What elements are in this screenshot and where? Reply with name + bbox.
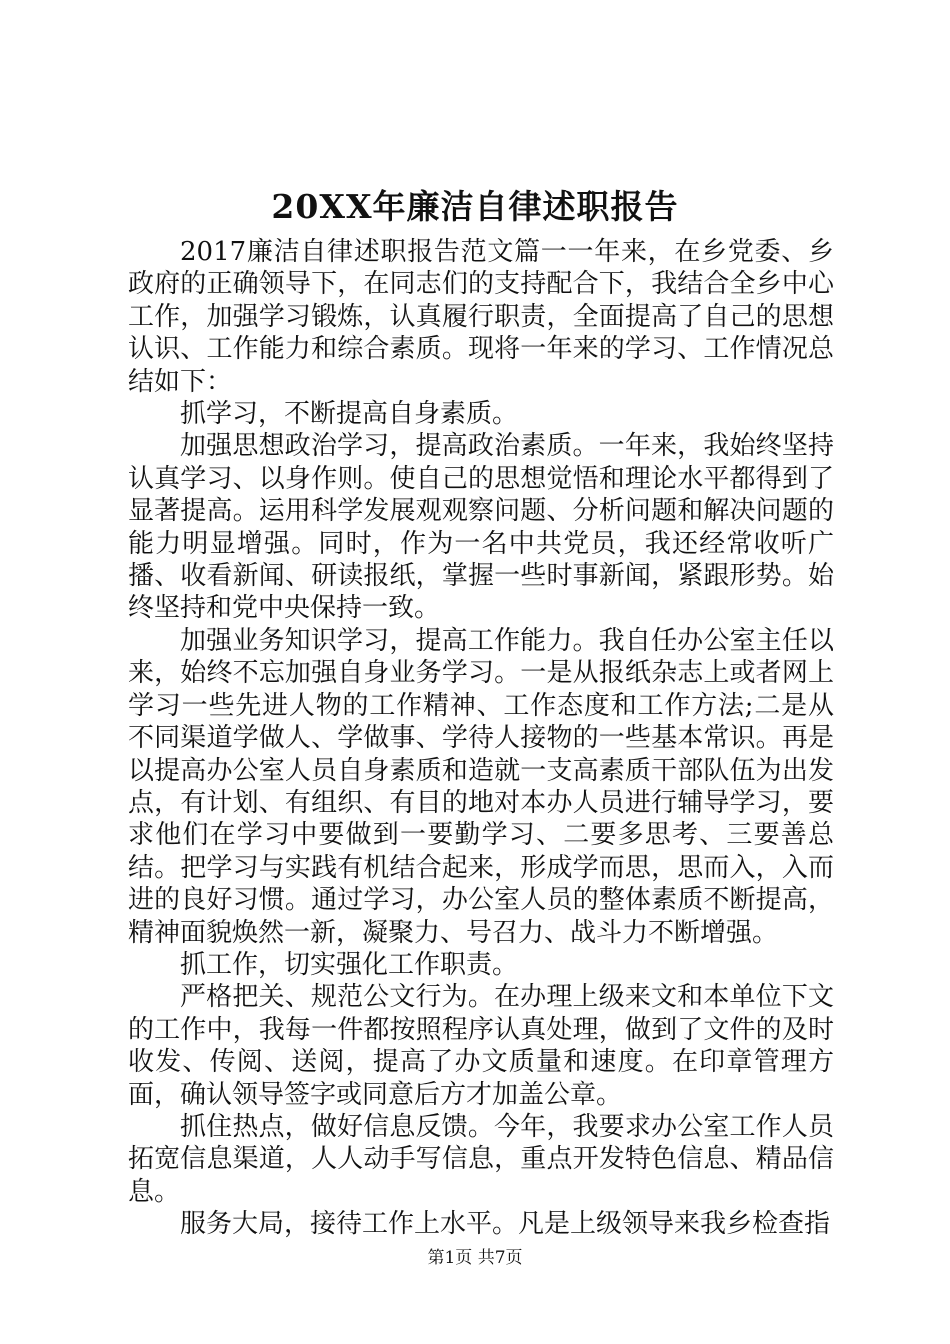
paragraph-heading-work: 抓工作，切实强化工作职责。	[180, 949, 519, 980]
paragraph-information-feedback: 抓住热点，做好信息反馈。今年，我要求办公室工作人员拓宽信息渠道，人人动手写信息，重点开发特色信息、精品信息。	[128, 1111, 834, 1207]
document-title: 20XX年廉洁自律述职报告	[271, 187, 679, 226]
paragraph-reception-work: 服务大局，接待工作上水平。凡是上级领导来我乡检查指	[180, 1209, 831, 1240]
paragraph-heading-study: 抓学习，不断提高自身素质。	[180, 399, 519, 430]
paragraph-document-handling: 严格把关、规范公文行为。在办理上级来文和本单位下文的工作中，我每一件都按照程序认真处理，做到了文件的及时收发、传阅、送阅，提高了办文质量和速度。在印章管理方面，确认领导签字或同意后方才加盖公章。	[128, 982, 834, 1110]
paragraph-political-study: 加强思想政治学习，提高政治素质。一年来，我始终坚持认真学习、以身作则。使自己的思想觉悟和理论水平都得到了显著提高。运用科学发展观观察问题、分析问题和解决问题的能力明显增强。同时，作为一名中共党员，我还经常收听广播、收看新闻、研读报纸，掌握一些时事新闻，紧跟形势。始终坚持和党中央保持一致。	[128, 431, 834, 624]
page-number-footer: 第1页 共7页	[427, 1248, 523, 1268]
paragraph-intro: 2017廉洁自律述职报告范文篇一一年来，在乡党委、乡政府的正确领导下，在同志们的支持配合下，我结合全乡中心工作，加强学习锻炼，认真履行职责，全面提高了自己的思想认识、工作能力和综合素质。现将一年来的学习、工作情况总结如下：	[128, 237, 834, 397]
paragraph-business-study: 加强业务知识学习，提高工作能力。我自任办公室主任以来，始终不忘加强自身业务学习。一是从报纸杂志上或者网上学习一些先进人物的工作精神、工作态度和工作方法;二是从不同渠道学做人、学做事、学待人接物的一些基本常识。再是以提高办公室人员自身素质和造就一支高素质干部队伍为出发点，有计划、有组织、有目的地对本办人员进行辅导学习，要求他们在学习中要做到一要勤学习、二要多思考、三要善总结。把学习与实践有机结合起来，形成学而思，思而入，入而进的良好习惯。通过学习，办公室人员的整体素质不断提高，精神面貌焕然一新，凝聚力、号召力、战斗力不断增强。	[128, 625, 834, 948]
document-body	[128, 236, 834, 1241]
